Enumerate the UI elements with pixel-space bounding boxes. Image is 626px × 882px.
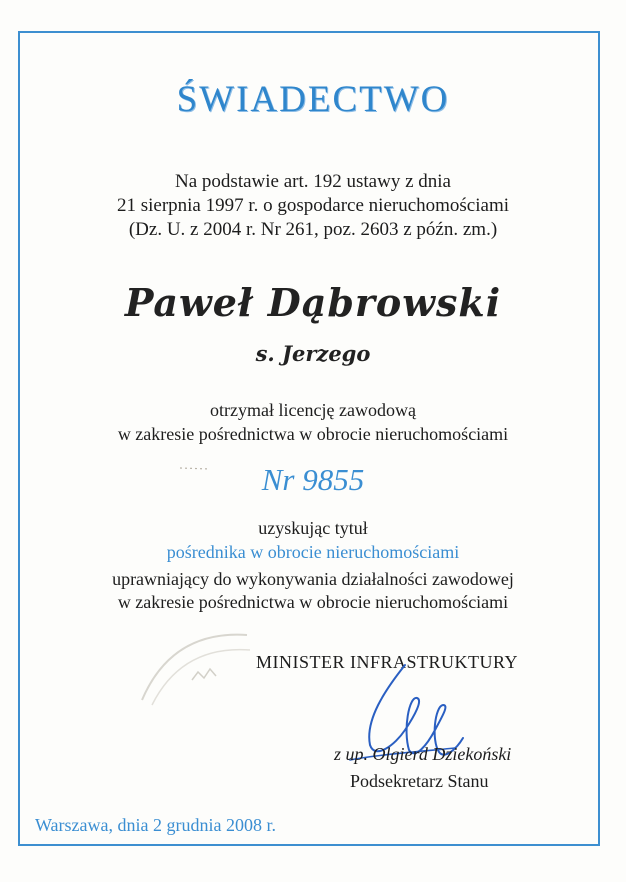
- license-statement: [0, 398, 626, 446]
- rights-line: uprawniający do wykonywania działalności zawodowej: [112, 569, 514, 589]
- on-behalf-signatory: z up. Olgierd Dziekoński: [334, 744, 512, 764]
- place-and-date: Warszawa, dnia 2 grudnia 2008 r.: [35, 815, 276, 835]
- license-line: w zakresie pośrednictwa w obrocie nieruchomościami: [117, 424, 509, 444]
- legal-basis: [0, 170, 626, 242]
- title-intro: uzyskując tytuł: [258, 518, 368, 538]
- license-line: otrzymał licencję zawodową: [210, 400, 416, 420]
- rights-statement: [0, 568, 626, 614]
- license-number: Nr 9855: [261, 462, 365, 497]
- legal-basis-line: Na podstawie art. 192 ustawy z dnia: [175, 171, 451, 192]
- issuer: MINISTER INFRASTRUKTURY: [256, 652, 519, 672]
- legal-basis-line: (Dz. U. z 2004 r. Nr 261, poz. 2603 z późn. zm.): [128, 219, 498, 240]
- embossed-seal: [132, 620, 252, 710]
- rights-line: w zakresie pośrednictwa w obrocie nieruchomościami: [117, 592, 509, 612]
- professional-title: pośrednika w obrocie nieruchomościami: [166, 542, 460, 562]
- legal-basis-line: 21 sierpnia 1997 r. o gospodarce nieruchomościami: [116, 195, 510, 216]
- signatory-position: Podsekretarz Stanu: [350, 771, 489, 791]
- father-name: s. Jerzego: [255, 341, 371, 366]
- holder-name: Paweł Dąbrowski: [124, 280, 502, 325]
- certificate-title: ŚWIADECTWO: [176, 79, 450, 120]
